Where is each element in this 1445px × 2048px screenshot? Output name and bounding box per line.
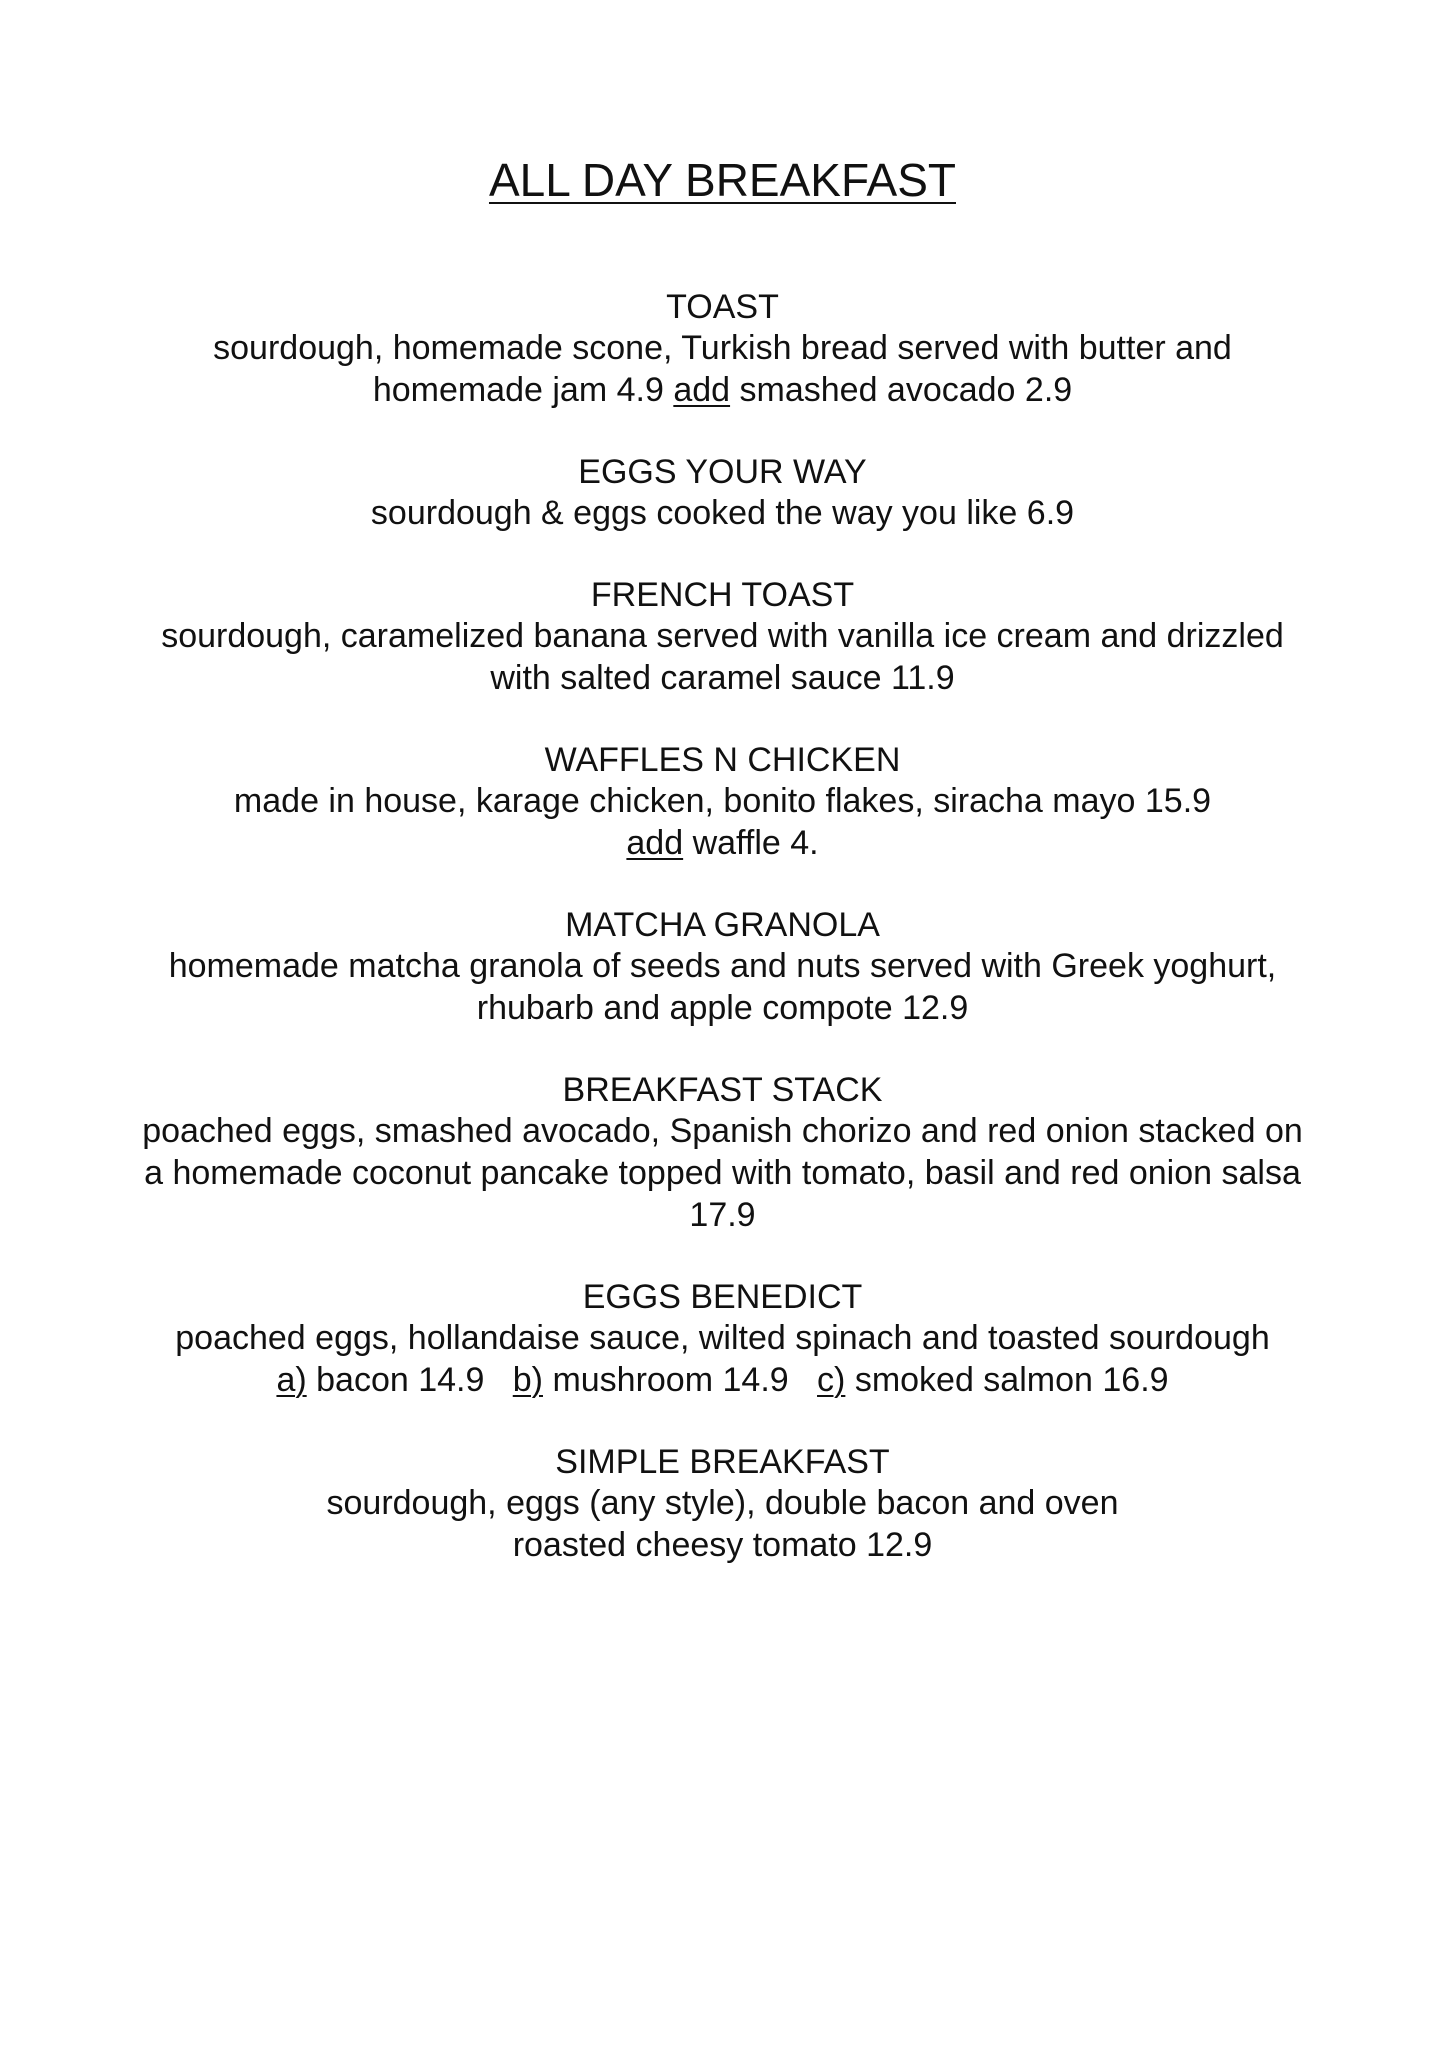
item-price: 4.9 — [616, 371, 664, 409]
item-description: poached eggs, smashed avocado, Spanish chorizo and red onion stacked on — [142, 1112, 1303, 1150]
item-description-line2 — [0, 1524, 1445, 1566]
addon-text: smashed avocado — [739, 371, 1016, 409]
menu-item-simple-breakfast — [0, 1442, 1445, 1566]
item-description: sourdough, caramelized banana served with vanilla ice cream and drizzled — [161, 617, 1284, 655]
addon-price: 2.9 — [1024, 371, 1073, 409]
item-name: WAFFLES N CHICKEN — [544, 741, 901, 779]
item-text: sourdough & eggs cooked the way you like — [370, 494, 1018, 532]
item-price: 12.9 — [902, 989, 969, 1027]
item-text: made in house, karage chicken, bonito flakes, siracha mayo — [233, 782, 1136, 820]
item-price: 17.9 — [689, 1196, 756, 1234]
addon-price: 4. — [790, 824, 819, 862]
item-description: sourdough, homemade scone, Turkish bread served with butter and — [213, 329, 1232, 367]
option-text: bacon — [316, 1361, 409, 1399]
menu-item-breakfast-stack — [0, 1070, 1445, 1236]
menu-title: ALL DAY BREAKFAST — [488, 154, 956, 206]
option-price: 14.9 — [722, 1361, 789, 1399]
item-description: homemade matcha granola of seeds and nuts served with Greek yoghurt, — [168, 947, 1277, 985]
menu-item-eggs-benedict — [0, 1277, 1445, 1401]
item-addon-line — [0, 822, 1445, 864]
option-price: 16.9 — [1102, 1361, 1169, 1399]
option-price: 14.9 — [418, 1361, 485, 1399]
option-label: c) — [817, 1361, 846, 1399]
item-price: 11.9 — [890, 659, 955, 697]
menu-item-toast — [0, 287, 1445, 411]
item-text: roasted cheesy tomato — [512, 1526, 857, 1564]
option-label: b) — [512, 1361, 543, 1399]
item-description-line2: a homemade coconut pancake topped with tomato, basil and red onion salsa — [144, 1154, 1301, 1192]
item-name: FRENCH TOAST — [590, 576, 855, 614]
item-text: rhubarb and apple compote — [476, 989, 893, 1027]
item-price: 15.9 — [1144, 782, 1212, 820]
item-price: 6.9 — [1026, 494, 1075, 532]
item-name: MATCHA GRANOLA — [565, 906, 880, 944]
item-description — [0, 780, 1445, 822]
item-text: homemade jam — [372, 371, 608, 409]
item-description — [0, 492, 1445, 534]
item-name: SIMPLE BREAKFAST — [555, 1443, 890, 1481]
addon-text: waffle — [692, 824, 781, 862]
addon-label: add — [673, 371, 731, 409]
item-description: sourdough, eggs (any style), double bacon and oven — [326, 1484, 1119, 1522]
item-options — [0, 1359, 1445, 1401]
item-description-line2 — [0, 657, 1445, 699]
option-label: a) — [276, 1361, 307, 1399]
menu-item-matcha-granola — [0, 905, 1445, 1029]
item-price: 12.9 — [866, 1526, 933, 1564]
menu-item-waffles-n-chicken — [0, 740, 1445, 864]
item-name: BREAKFAST STACK — [562, 1071, 883, 1109]
item-description-line2 — [0, 369, 1445, 411]
menu-item-french-toast — [0, 575, 1445, 699]
item-description: poached eggs, hollandaise sauce, wilted spinach and toasted sourdough — [175, 1319, 1270, 1357]
item-description-line2 — [0, 987, 1445, 1029]
option-text: smoked salmon — [854, 1361, 1093, 1399]
item-text: with salted caramel sauce — [490, 659, 882, 697]
item-name: EGGS BENEDICT — [582, 1278, 863, 1316]
item-name: EGGS YOUR WAY — [578, 453, 867, 491]
addon-label: add — [626, 824, 684, 862]
item-name: TOAST — [666, 288, 779, 326]
option-text: mushroom — [552, 1361, 714, 1399]
menu-item-eggs-your-way — [0, 452, 1445, 534]
